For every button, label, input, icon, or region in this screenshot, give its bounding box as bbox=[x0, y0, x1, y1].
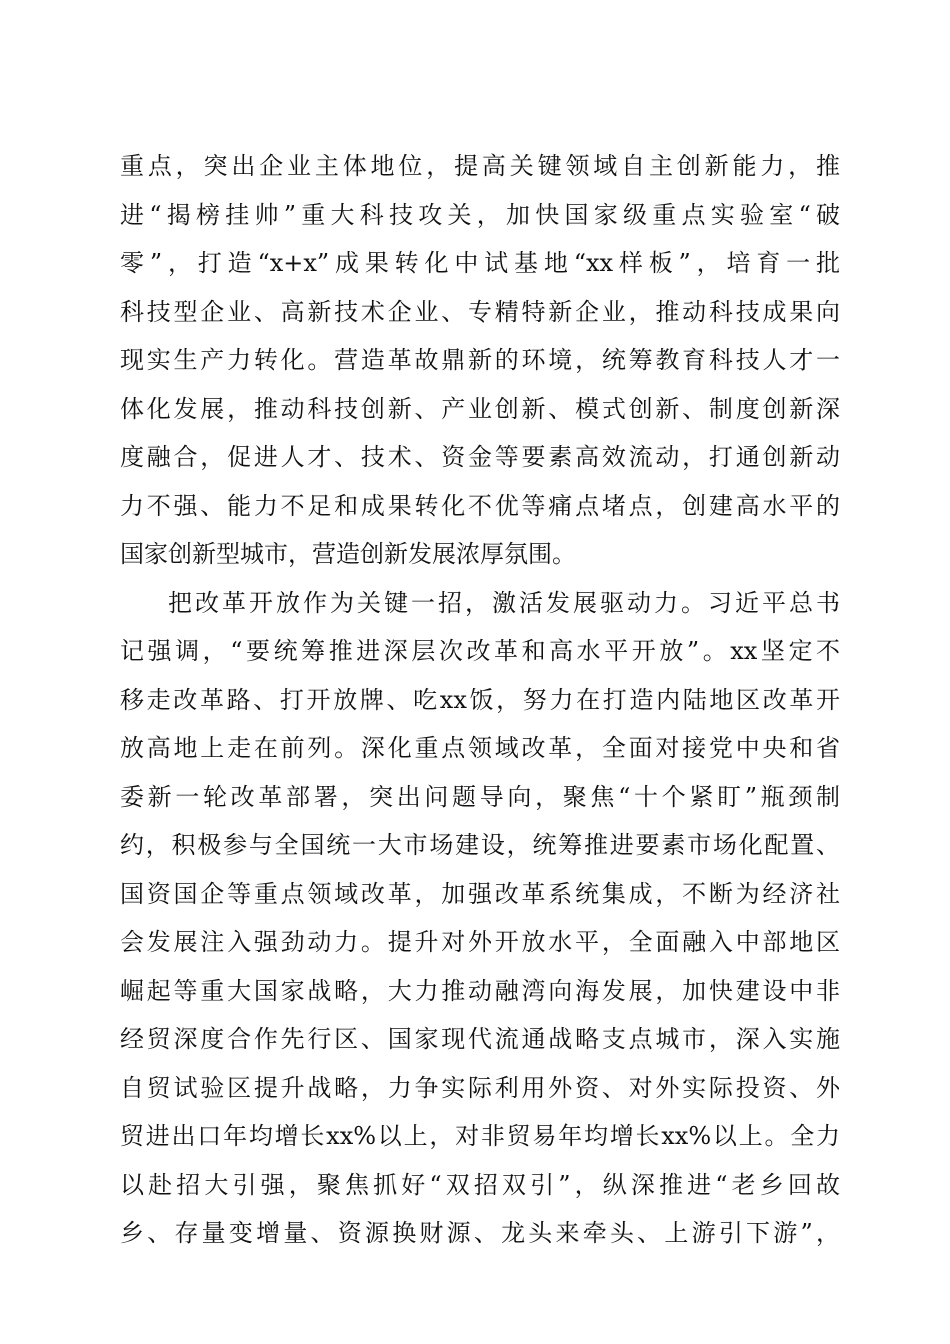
text-line: 体化发展，推动科技创新、产业创新、模式创新、制度创新深 bbox=[120, 394, 840, 423]
text-line: 以赴招大引强，聚焦抓好“双招双引”，纵深推进“老乡回故 bbox=[120, 1170, 840, 1199]
text-line: 把改革开放作为关键一招，激活发展驱动力。习近平总书 bbox=[168, 588, 840, 617]
text-line: 现实生产力转化。营造革故鼎新的环境，统筹教育科技人才一 bbox=[120, 346, 840, 374]
text-line: 力不强、能力不足和成果转化不优等痛点堵点，创建高水平的 bbox=[120, 491, 840, 520]
text-line: 约，积极参与全国统一大市场建设，统筹推进要素市场化配置、 bbox=[120, 831, 840, 859]
text-line: 贸进出口年均增长xx%以上，对非贸易年均增长xx%以上。全力 bbox=[120, 1122, 840, 1150]
text-line: 崛起等重大国家战略，大力推动融湾向海发展，加快建设中非 bbox=[120, 976, 840, 1005]
text-line: 度融合，促进人才、技术、资金等要素高效流动，打通创新动 bbox=[120, 443, 840, 471]
paragraph-1 bbox=[120, 142, 840, 579]
text-line: 委新一轮改革部署，突出问题导向，聚焦“十个紧盯”瓶颈制 bbox=[120, 782, 840, 811]
paragraph-2 bbox=[120, 579, 840, 1258]
text-line: 记强调，“要统筹推进深层次改革和高水平开放”。xx坚定不 bbox=[120, 637, 840, 665]
text-line: 会发展注入强劲动力。提升对外开放水平，全面融入中部地区 bbox=[120, 928, 840, 956]
text-line: 乡、存量变增量、资源换财源、龙头来牵头、上游引下游”， bbox=[120, 1219, 840, 1247]
text-line: 放高地上走在前列。深化重点领域改革，全面对接党中央和省 bbox=[120, 734, 840, 762]
text-line: 国家创新型城市，营造创新发展浓厚氛围。 bbox=[120, 540, 576, 568]
body-text bbox=[120, 142, 840, 1258]
text-line: 国资国企等重点领域改革，加强改革系统集成，不断为经济社 bbox=[120, 879, 840, 908]
text-line: 进“揭榜挂帅”重大科技攻关，加快国家级重点实验室“破 bbox=[120, 200, 840, 229]
text-line: 零”，打造“x+x”成果转化中试基地“xx样板”，培育一批 bbox=[120, 249, 840, 277]
text-line: 经贸深度合作先行区、国家现代流通战略支点城市，深入实施 bbox=[120, 1025, 840, 1053]
text-line: 移走改革路、打开放牌、吃xx饭，努力在打造内陆地区改革开 bbox=[120, 685, 840, 714]
text-line: 重点，突出企业主体地位，提高关键领域自主创新能力，推 bbox=[120, 152, 840, 180]
text-line: 科技型企业、高新技术企业、专精特新企业，推动科技成果向 bbox=[120, 297, 840, 326]
text-line: 自贸试验区提升战略，力争实际利用外资、对外实际投资、外 bbox=[120, 1073, 840, 1102]
